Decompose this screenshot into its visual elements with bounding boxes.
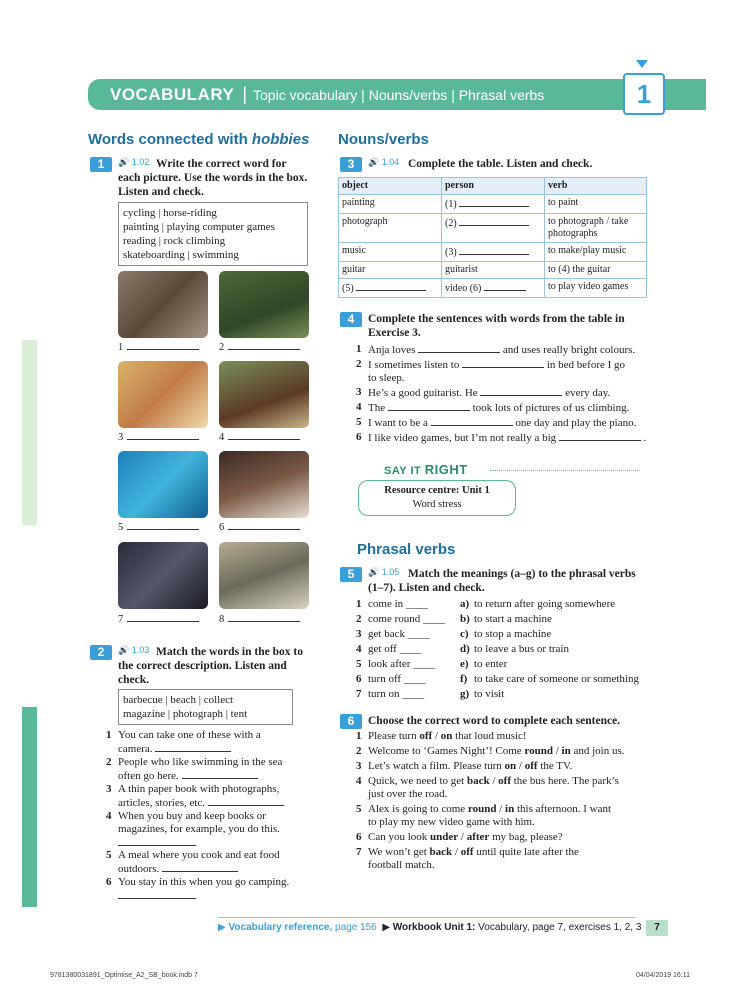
word-box-line: cycling | horse-riding <box>123 207 217 219</box>
section-banner <box>88 79 706 110</box>
answer-line[interactable] <box>459 197 529 207</box>
word-box-line: magazine | photograph | tent <box>123 708 248 720</box>
item-line: to sleep. <box>368 372 405 384</box>
resource-centre-title: Resource centre: Unit 1 <box>384 485 490 496</box>
photo-label <box>118 340 199 353</box>
exercise-4-item <box>356 416 656 430</box>
item-number: 7 <box>356 688 362 700</box>
exercise-5-number: 5 <box>340 567 362 582</box>
meaning-letter: d) <box>460 643 470 655</box>
photo-cycling <box>219 271 309 338</box>
exercise-1-instruction: Write the correct word for each picture. Use the words in the box. Listen and check. <box>118 158 308 198</box>
table-cell[interactable] <box>442 243 545 262</box>
workbook-reference-label: Workbook Unit 1: <box>392 922 476 933</box>
item-line: A thin paper book with photographs, <box>118 783 280 795</box>
photo-rock-climbing <box>118 271 208 338</box>
item-line: often go here. <box>118 770 179 782</box>
item-number: 1 <box>356 730 362 742</box>
photo-number: 6 <box>219 522 225 533</box>
exercise-2-item <box>106 876 311 902</box>
answer-line[interactable] <box>228 612 300 622</box>
unit-number-badge: 1 <box>623 73 665 115</box>
exercise-2-item <box>106 756 306 782</box>
photo-number: 1 <box>118 342 124 353</box>
phrasal-verb[interactable]: come in ____ <box>368 598 428 610</box>
meaning-text: to stop a machine <box>474 628 552 640</box>
exercise-5-item <box>356 628 656 642</box>
item-number: 6 <box>356 431 362 443</box>
hobbies-heading-italic: hobbies <box>251 131 310 148</box>
meaning-letter: f) <box>460 673 468 685</box>
dotted-divider <box>490 470 640 471</box>
meaning-text: to start a machine <box>474 613 552 625</box>
answer-line[interactable] <box>228 340 300 350</box>
exercise-5-item <box>356 658 656 672</box>
blank-number: (2) <box>445 218 457 229</box>
item-number: 4 <box>356 775 362 787</box>
answer-line[interactable] <box>118 836 196 846</box>
photo-label <box>118 520 199 533</box>
photo-label <box>219 340 300 353</box>
item-line: articles, stories, etc. <box>118 797 206 809</box>
speaker-icon: 🔊 <box>368 567 380 577</box>
item-line: outdoors. <box>118 863 160 875</box>
item-number: 3 <box>356 760 362 772</box>
item-line: A meal where you cook and eat food <box>118 849 280 861</box>
table-cell[interactable] <box>442 195 545 214</box>
item-number: 4 <box>106 810 112 822</box>
banner-separator: | <box>242 84 248 104</box>
exercise-2-item <box>106 729 306 755</box>
answer-line[interactable] <box>418 343 500 353</box>
speaker-icon: 🔊 <box>118 157 130 167</box>
item-text <box>118 810 280 850</box>
meaning-text: to visit <box>474 688 505 700</box>
item-text-end: took lots of pictures of us climbing. <box>472 402 630 414</box>
item-text-end: . <box>643 432 647 444</box>
arrow-icon: ▶ <box>218 922 226 933</box>
phrasal-verb[interactable]: get back ____ <box>368 628 430 640</box>
exercise-6-item <box>356 775 656 803</box>
meaning-text: to enter <box>474 658 508 670</box>
exercise-1-word-box <box>118 202 308 266</box>
item-number: 3 <box>106 783 112 795</box>
photo-skateboarding <box>219 542 309 609</box>
table-cell[interactable] <box>545 262 647 279</box>
item-number: 1 <box>356 343 362 355</box>
item-number: 3 <box>356 628 362 640</box>
item-number: 4 <box>356 401 362 413</box>
item-number: 5 <box>106 849 112 861</box>
exercise-3-instruction: Complete the table. Listen and check. <box>408 158 593 170</box>
item-number: 5 <box>356 658 362 670</box>
phrasal-verb[interactable]: get off ____ <box>368 643 422 655</box>
photo-swimming <box>118 451 208 518</box>
answer-line[interactable] <box>480 386 562 396</box>
item-line: When you buy and keep books or <box>118 810 266 822</box>
exercise-2-word-box <box>118 689 293 725</box>
item-text[interactable]: We won’t get back / off until quite late after the football match. <box>368 846 579 871</box>
item-number: 2 <box>356 358 362 370</box>
exercise-2-instruction: Match the words in the box to the correct description. Listen and check. <box>118 646 303 686</box>
item-text[interactable]: Please turn off / on that loud music! <box>368 730 527 742</box>
photo-number: 8 <box>219 614 225 625</box>
table-cell[interactable] <box>339 279 442 298</box>
arrow-icon: ▶ <box>382 922 391 933</box>
print-slug <box>50 972 690 979</box>
item-line: You stay in this when you go camping. <box>118 876 290 888</box>
item-text-start: I want to be a <box>368 417 428 429</box>
photo-label <box>118 430 199 443</box>
item-text-end: and uses really bright colours. <box>502 344 636 356</box>
column-header: object <box>339 178 442 195</box>
exercise-3-number: 3 <box>340 157 362 172</box>
table-header-row <box>339 178 647 195</box>
audio-track-2: 1.03 <box>131 645 150 655</box>
item-number: 1 <box>106 729 112 741</box>
say-it-label: SAY IT <box>384 465 425 477</box>
answer-line[interactable] <box>431 416 513 426</box>
photo-label <box>118 612 199 625</box>
table-row <box>339 195 647 214</box>
exercise-6-item <box>356 803 656 831</box>
table-row <box>339 243 647 262</box>
photo-number: 7 <box>118 614 124 625</box>
item-number: 2 <box>106 756 112 768</box>
item-number: 7 <box>356 846 362 858</box>
item-text[interactable]: Welcome to ‘Games Night’! Come round / in and join us. <box>368 745 625 757</box>
item-line: You can take one of these with a <box>118 729 261 741</box>
photo-computer-games <box>118 542 208 609</box>
meaning-text: to take care of someone or something <box>474 673 639 685</box>
item-text-start: I sometimes listen to <box>368 359 460 371</box>
answer-line[interactable] <box>459 245 529 255</box>
verb-text: to (4) the guitar <box>548 264 611 275</box>
photo-painting <box>219 451 309 518</box>
exercise-5-item <box>356 688 656 702</box>
item-text <box>118 729 261 756</box>
item-number: 1 <box>356 598 362 610</box>
print-timestamp: 04/04/2019 16:11 <box>636 972 690 979</box>
resource-centre-subtitle: Word stress <box>412 499 462 510</box>
table-cell: music <box>339 243 442 262</box>
word-box-line: reading | rock climbing <box>123 235 226 247</box>
hobbies-heading-plain: Words connected with <box>88 131 252 148</box>
audio-track-1: 1.02 <box>131 157 150 167</box>
item-text <box>368 431 646 445</box>
meaning-text: to leave a bus or train <box>474 643 569 655</box>
table-cell: to make/play music <box>545 243 647 262</box>
unit-pointer-icon <box>636 60 648 68</box>
phrasal-verb[interactable]: come round ____ <box>368 613 445 625</box>
exercise-6-item <box>356 745 656 759</box>
meaning-letter: e) <box>460 658 469 670</box>
exercise-5-item <box>356 673 656 687</box>
answer-line[interactable] <box>155 742 231 752</box>
item-number: 5 <box>356 803 362 815</box>
exercise-5-instruction: Match the meanings (a–g) to the phrasal verbs (1–7). Listen and check. <box>368 568 636 594</box>
answer-line[interactable] <box>127 340 199 350</box>
exercise-2-item <box>106 783 306 809</box>
banner-title: VOCABULARY <box>110 84 235 104</box>
exercise-6-instruction: Choose the correct word to complete each sentence. <box>368 715 621 727</box>
table-cell[interactable] <box>442 214 545 243</box>
exercise-4-item <box>356 343 656 357</box>
photo-number: 4 <box>219 432 225 443</box>
exercise-4-item <box>356 431 656 445</box>
answer-line[interactable] <box>182 769 258 779</box>
table-cell: guitar <box>339 262 442 279</box>
item-text <box>368 416 636 430</box>
table-cell: to paint <box>545 195 647 214</box>
meaning-letter: a) <box>460 598 470 610</box>
exercise-6-number: 6 <box>340 714 362 729</box>
exercise-6-item <box>356 760 656 774</box>
answer-line[interactable] <box>127 430 199 440</box>
table-row <box>339 262 647 279</box>
right-label: RIGHT <box>424 462 468 477</box>
item-line: People who like swimming in the sea <box>118 756 283 768</box>
item-text-start: He’s a good guitarist. He <box>368 387 478 399</box>
say-it-right-label <box>384 462 468 477</box>
answer-line[interactable] <box>228 430 300 440</box>
exercise-5-item <box>356 613 656 627</box>
vocabulary-reference-page[interactable]: page 156 <box>335 922 377 933</box>
meaning-letter: b) <box>460 613 470 625</box>
exercise-4-item <box>356 401 656 415</box>
resource-centre-box[interactable] <box>358 480 516 516</box>
exercise-4-item <box>356 386 656 400</box>
answer-line[interactable] <box>459 216 529 226</box>
word-box-line: barbecue | beach | collect <box>123 694 234 706</box>
item-text-start: Anja loves <box>368 344 416 356</box>
nouns-verbs-heading: Nouns/verbs <box>338 131 429 148</box>
item-number: 2 <box>356 613 362 625</box>
table-cell: painting <box>339 195 442 214</box>
item-line: camera. <box>118 743 153 755</box>
answer-line[interactable] <box>162 862 238 872</box>
item-number: 2 <box>356 745 362 757</box>
decorative-sidebar-bottom <box>22 707 37 907</box>
print-file-name: 9781380031891_Optimise_A2_SB_book.indb 7 <box>50 972 198 979</box>
item-text <box>118 783 284 810</box>
answer-line[interactable] <box>127 520 199 530</box>
photo-number: 5 <box>118 522 124 533</box>
column-header: person <box>442 178 545 195</box>
photo-reading <box>118 361 208 428</box>
blank-number: video (6) <box>445 283 482 294</box>
item-number: 6 <box>356 673 362 685</box>
item-number: 6 <box>356 831 362 843</box>
answer-line[interactable] <box>356 281 426 291</box>
table-cell: guitarist <box>442 262 545 279</box>
answer-line[interactable] <box>484 281 526 291</box>
item-text-start: I like video games, but I’m not really a big <box>368 432 557 444</box>
answer-line[interactable] <box>127 612 199 622</box>
phrasal-verb[interactable]: look after ____ <box>368 658 436 670</box>
footer-rule <box>218 917 636 918</box>
blank-number: (5) <box>342 283 354 294</box>
table-cell: to photograph / take photographs <box>545 214 647 243</box>
exercise-6-item <box>356 730 656 744</box>
audio-track-3: 1.04 <box>381 157 400 167</box>
item-text[interactable]: Alex is going to come round / in this afternoon. I want to play my new video game with him. <box>368 803 612 828</box>
item-text-end: every day. <box>565 387 611 399</box>
exercise-2-item <box>106 810 311 848</box>
exercise-6-item <box>356 831 656 845</box>
photo-label <box>219 520 300 533</box>
phrasal-verb[interactable]: turn on ____ <box>368 688 425 700</box>
blank-number: (3) <box>445 247 457 258</box>
item-text[interactable]: Quick, we need to get back / off the bus here. The park’s just over the road. <box>368 775 619 800</box>
vocabulary-reference-link[interactable]: Vocabulary reference, <box>228 922 333 933</box>
table-cell[interactable] <box>442 279 545 298</box>
speaker-icon: 🔊 <box>118 645 130 655</box>
audio-track-5: 1.05 <box>381 567 400 577</box>
exercise-2-number: 2 <box>90 645 112 660</box>
column-header: verb <box>545 178 647 195</box>
meaning-text: to return after going somewhere <box>474 598 616 610</box>
meaning-letter: g) <box>460 688 470 700</box>
item-text <box>118 876 289 903</box>
item-text[interactable]: Can you look under / after my bag, please? <box>368 831 563 843</box>
exercise-4-item <box>356 358 656 386</box>
exercise-2-item <box>106 849 306 875</box>
photo-horse-riding <box>219 361 309 428</box>
phrasal-verb[interactable]: turn off ____ <box>368 673 426 685</box>
exercise-5-item <box>356 598 656 612</box>
item-line: magazines, for example, you do this. <box>118 823 280 835</box>
item-number: 4 <box>356 643 362 655</box>
decorative-sidebar-top <box>22 340 37 525</box>
page-number: 7 <box>646 920 668 936</box>
exercise-4-instruction: Complete the sentences with words from the table in Exercise 3. <box>368 313 625 339</box>
table-row <box>339 279 647 298</box>
answer-line[interactable] <box>388 401 470 411</box>
photo-label <box>219 612 300 625</box>
item-text <box>118 849 280 876</box>
answer-line[interactable] <box>208 796 284 806</box>
word-box-line: skateboarding | swimming <box>123 249 239 261</box>
item-text <box>368 343 635 357</box>
footer-references <box>218 922 641 933</box>
hobbies-heading <box>88 131 309 148</box>
item-number: 5 <box>356 416 362 428</box>
item-text-end: one day and play the piano. <box>515 417 637 429</box>
blank-number: (1) <box>445 199 457 210</box>
answer-line[interactable] <box>228 520 300 530</box>
item-text-start: The <box>368 402 386 414</box>
exercise-5-item <box>356 643 656 657</box>
item-text <box>368 401 629 415</box>
item-text <box>368 386 610 400</box>
answer-line[interactable] <box>462 358 544 368</box>
nouns-verbs-table <box>338 177 647 298</box>
item-text[interactable]: Let’s watch a film. Please turn on / off the TV. <box>368 760 573 772</box>
item-text-end: in bed before I go <box>546 359 626 371</box>
answer-line[interactable] <box>559 431 641 441</box>
photo-number: 3 <box>118 432 124 443</box>
speaker-icon: 🔊 <box>368 157 380 167</box>
word-box-line: painting | playing computer games <box>123 221 275 233</box>
table-cell: photograph <box>339 214 442 243</box>
item-number: 3 <box>356 386 362 398</box>
photo-number: 2 <box>219 342 225 353</box>
table-row <box>339 214 647 243</box>
workbook-reference-text: Vocabulary, page 7, exercises 1, 2, 3 <box>478 922 642 933</box>
answer-line[interactable] <box>118 889 196 899</box>
exercise-1-number: 1 <box>90 157 112 172</box>
meaning-letter: c) <box>460 628 469 640</box>
item-number: 6 <box>106 876 112 888</box>
exercise-6-item <box>356 846 656 874</box>
photo-label <box>219 430 300 443</box>
item-text <box>118 756 282 783</box>
table-cell: to play video games <box>545 279 647 298</box>
exercise-4-number: 4 <box>340 312 362 327</box>
item-text <box>368 358 625 385</box>
banner-subtitle: Topic vocabulary | Nouns/verbs | Phrasal verbs <box>253 86 545 103</box>
phrasal-verbs-heading: Phrasal verbs <box>357 541 456 558</box>
